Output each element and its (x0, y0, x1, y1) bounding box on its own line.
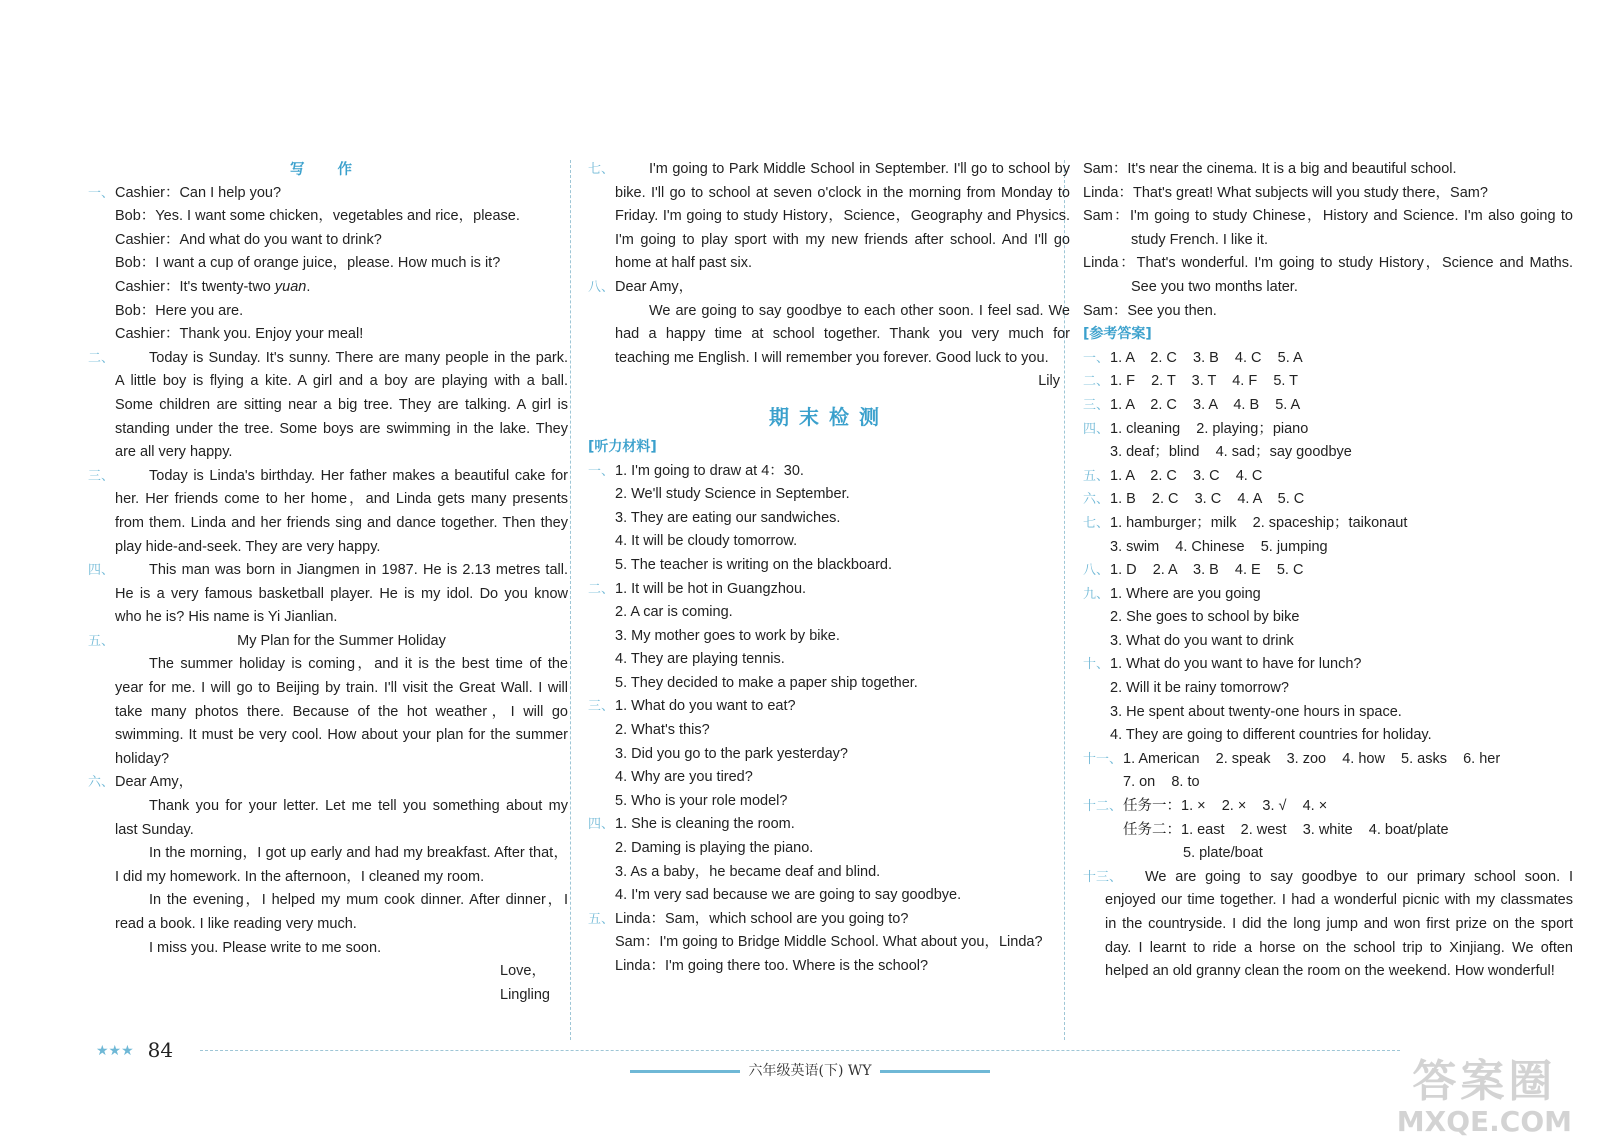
section-marker: 二、 (88, 350, 115, 366)
answer-line: 1. A 2. C 3. A 4. B 5. A (1110, 396, 1301, 413)
list-item: 5. Who is your role model? (615, 792, 788, 809)
answer-8 (1083, 559, 1573, 583)
list-item: 2. What's this? (615, 722, 710, 739)
list-item: 5. They decided to make a paper ship together. (615, 674, 918, 691)
answer-line: 2. She goes to school by bike (1110, 609, 1300, 626)
dialog-line: Cashier：And what do you want to drink? (115, 231, 382, 248)
page-number: 84 (147, 1038, 174, 1062)
dialog-text-end: . (306, 278, 311, 295)
answer-line: 任务二：1. east 2. west 3. white 4. boat/plate (1123, 821, 1449, 838)
answer-line: 3. deaf；blind 4. sad；say goodbye (1110, 444, 1352, 461)
answer-7 (1083, 512, 1573, 559)
list-item: 3. Did you go to the park yesterday? (615, 745, 848, 762)
letter-greeting: Dear Amy， (115, 774, 194, 791)
dialog-line: Linda：That's great! What subjects will you study there，Sam? (1083, 184, 1488, 201)
section-8 (588, 276, 1070, 394)
paragraph: In the evening，I helped my mum cook dinner. After dinner，I read a book. I like reading very much. (115, 892, 568, 932)
answer-line: 1. A 2. C 3. B 4. C 5. A (1110, 349, 1303, 366)
answer-line: 1. Where are you going (1110, 585, 1261, 602)
answer-5 (1083, 465, 1573, 489)
section-marker: 六、 (88, 775, 115, 791)
section-marker: 七、 (588, 162, 615, 177)
section-6 (88, 771, 568, 1007)
answer-line: 1. A 2. C 3. C 4. C (1110, 467, 1263, 484)
list-item: 4. They are playing tennis. (615, 651, 785, 668)
section-marker: 四、 (88, 563, 115, 579)
section-marker: 八、 (588, 279, 615, 295)
answer-line: 7. on 8. to (1123, 774, 1200, 791)
dialog-line: Sam：I'm going to study Chinese，History and Science. I'm also going to study French. I like it. (1083, 208, 1573, 248)
section-5 (88, 630, 568, 772)
answer-line: 2. Will it be rainy tomorrow? (1110, 680, 1289, 697)
answer-2 (1083, 370, 1573, 394)
section-marker: 七、 (1083, 515, 1110, 531)
list-item: 1. I'm going to draw at 4：30. (615, 462, 804, 479)
section-marker: 六、 (1083, 492, 1110, 508)
section-marker: 十一、 (1083, 751, 1123, 767)
dialog-line (115, 276, 568, 300)
footer-divider (200, 1050, 1400, 1051)
section-2 (88, 347, 568, 465)
column-divider-1 (570, 160, 571, 1040)
dialog-line: Linda：That's wonderful. I'm going to study History，Science and Maths. See you two months later. (1083, 255, 1573, 295)
paragraph: We are going to say goodbye to each other soon. I feel sad. We had a happy time at school together. Thank you very much for teaching me English. I will remember you forever. Good luck to you. (615, 302, 1070, 366)
section-1 (88, 182, 568, 347)
book-title: 六年级英语(下) WY (748, 1063, 872, 1079)
dialog-continued (1083, 158, 1573, 323)
section-marker: 二、 (588, 581, 615, 597)
paragraph: The summer holiday is coming，and it is the best time of the year for me. I will go to Beijing by train. I'll visit the Great Wall. I will take many photos there. Because of the hot weather，I will go swimming. It must be very cool. How about your plan for the summer holiday? (115, 656, 568, 767)
watermark-logo (1397, 1057, 1572, 1137)
dialog-line: Bob：I want a cup of orange juice，please. How much is it? (115, 255, 501, 272)
listening-3 (588, 695, 1070, 813)
section-marker: 二、 (1083, 374, 1110, 390)
dialog-line: Sam：See you then. (1083, 302, 1217, 319)
column-left (88, 158, 568, 1007)
section-marker: 三、 (88, 468, 115, 484)
dialog-line: Sam：I'm going to Bridge Middle School. What about you，Linda? (615, 934, 1043, 951)
section-marker: 四、 (588, 817, 615, 833)
listening-label: [听力材料] (588, 438, 657, 455)
column-middle (588, 158, 1070, 979)
list-item: 1. It will be hot in Guangzhou. (615, 580, 807, 597)
watermark-text: 答案圈 (1412, 1056, 1557, 1107)
list-item: 2. A car is coming. (615, 604, 733, 621)
answer-line: 1. What do you want to have for lunch? (1110, 656, 1362, 673)
answer-11 (1083, 748, 1573, 795)
list-item: 2. We'll study Science in September. (615, 486, 850, 503)
writing-title: 写 作 (289, 161, 367, 178)
answer-line: 5. plate/boat (1183, 845, 1263, 862)
footer-book-title (600, 1060, 1020, 1080)
section-marker: 十、 (1083, 657, 1110, 673)
section-marker: 五、 (588, 911, 615, 927)
paragraph: This man was born in Jiangmen in 1987. He is 2.13 metres tall. He is a very famous basketball player. He is my idol. Do you know who he is? His name is Yi Jianlian. (115, 562, 568, 626)
section-marker: 一、 (1083, 350, 1110, 366)
dialog-line: Linda：Sam，which school are you going to? (615, 910, 909, 927)
exam-title: 期末检测 (769, 404, 889, 429)
yuan-word: yuan (274, 278, 307, 295)
listening-2 (588, 578, 1070, 696)
answer-6 (1083, 488, 1573, 512)
section-marker: 一、 (588, 463, 615, 479)
answer-line: 3. He spent about twenty-one hours in space. (1110, 703, 1402, 720)
section-marker: 三、 (1083, 397, 1110, 413)
answer-line: 4. They are going to different countries for holiday. (1110, 727, 1432, 744)
answer-line: 1. F 2. T 3. T 4. F 5. T (1110, 373, 1299, 390)
paragraph: Today is Sunday. It's sunny. There are many people in the park. A little boy is flying a kite. A girl and a boy are playing with a ball. Some children are sitting near a big tree. They are talking. A girl is standing under the tree. Some boys are swimming in the lake. They are all very happy. (115, 349, 568, 461)
watermark-url: MXQE.COM (1396, 1105, 1572, 1138)
paragraph: I miss you. Please write to me soon. (149, 939, 382, 956)
listening-4 (588, 813, 1070, 907)
footer-page-info (96, 1038, 173, 1062)
answer-line: 1. D 2. A 3. B 4. E 5. C (1110, 562, 1304, 579)
listening-5 (588, 908, 1070, 979)
section-marker: 一、 (88, 185, 115, 201)
star-icon: ★★★ (96, 1041, 134, 1058)
list-item: 4. Why are you tired? (615, 769, 753, 786)
section-7 (588, 158, 1070, 276)
list-item: 3. They are eating our sandwiches. (615, 509, 841, 526)
list-item: 1. What do you want to eat? (615, 698, 796, 715)
section-marker: 八、 (1083, 563, 1110, 579)
section-marker: 五、 (88, 633, 115, 649)
dialog-line: Cashier：Thank you. Enjoy your meal! (115, 326, 364, 343)
letter-greeting: Dear Amy， (615, 278, 694, 295)
dialog-line: Cashier：Can I help you? (115, 184, 282, 201)
answer-line: 1. cleaning 2. playing；piano (1110, 420, 1309, 437)
list-item: 4. It will be cloudy tomorrow. (615, 533, 798, 550)
section-marker: 三、 (588, 699, 615, 715)
answer-13 (1083, 866, 1573, 984)
decorative-bar (880, 1070, 990, 1073)
answer-3 (1083, 394, 1573, 418)
answer-12 (1083, 795, 1573, 866)
list-item: 1. She is cleaning the room. (615, 816, 795, 833)
answer-4 (1083, 418, 1573, 465)
list-item: 5. The teacher is writing on the blackboard. (615, 556, 893, 573)
essay-title: My Plan for the Summer Holiday (237, 632, 446, 649)
answer-line: 1. hamburger；milk 2. spaceship；taikonaut (1110, 514, 1408, 531)
dialog-line: Bob：Yes. I want some chicken，vegetables and rice，please. (115, 208, 520, 225)
answer-9 (1083, 583, 1573, 654)
dialog-line: Bob：Here you are. (115, 302, 244, 319)
answers-label: [参考答案] (1083, 326, 1152, 343)
section-4 (88, 559, 568, 630)
answer-line: 3. swim 4. Chinese 5. jumping (1110, 538, 1328, 555)
answer-line: 1. B 2. C 3. C 4. A 5. C (1110, 491, 1305, 508)
letter-signature: Lingling (500, 986, 550, 1003)
list-item: 2. Daming is playing the piano. (615, 840, 814, 857)
answer-line: 3. What do you want to drink (1110, 632, 1294, 649)
paragraph: Thank you for your letter. Let me tell you something about my last Sunday. (115, 798, 568, 838)
paragraph: We are going to say goodbye to our primary school soon. I enjoyed our time together. I had a wonderful picnic with my classmates in the countryside. I did the long jump and won first prize on the sport day. I learnt to ride a horse on the school trip to Xinjiang. We often helped an old granny clean the room on the weekend. How wonderful! (1105, 868, 1573, 980)
dialog-line: Linda：I'm going there too. Where is the school? (615, 958, 929, 974)
answer-1 (1083, 347, 1573, 371)
letter-closing: Love， (500, 963, 546, 980)
answer-10 (1083, 653, 1573, 747)
dialog-line: Sam：It's near the cinema. It is a big and beautiful school. (1083, 161, 1457, 177)
section-marker: 四、 (1083, 421, 1110, 437)
section-marker: 五、 (1083, 468, 1110, 484)
listening-1 (588, 460, 1070, 578)
decorative-bar (630, 1070, 740, 1073)
section-marker: 十三、 (1083, 869, 1123, 885)
answer-line: 1. American 2. speak 3. zoo 4. how 5. asks 6. her (1123, 750, 1501, 767)
section-marker: 十二、 (1083, 799, 1123, 815)
letter-signature: Lily (1038, 373, 1060, 390)
section-marker: 九、 (1083, 586, 1110, 602)
paragraph: I'm going to Park Middle School in September. I'll go to school by bike. I'll go to school at seven o'clock in the morning from Monday to Friday. I'm going to study History，Science，Geography and Physics. I'm going to play sport with my new friends after school. And I'll go home at half past six. (615, 161, 1070, 272)
dialog-text: Cashier：It's twenty-two (115, 278, 275, 295)
column-right (1083, 158, 1573, 984)
paragraph: Today is Linda's birthday. Her father makes a beautiful cake for her. Her friends come to her home，and Linda gets many presents from them. Linda and her friends sing and dance together. Then they play hide-and-seek. They are very happy. (115, 467, 568, 555)
answer-line: 任务一：1. × 2. × 3. √ 4. × (1123, 798, 1328, 815)
list-item: 4. I'm very sad because we are going to say goodbye. (615, 887, 962, 904)
paragraph: In the morning，I got up early and had my breakfast. After that，I did my homework. In the afternoon，I cleaned my room. (115, 845, 568, 885)
list-item: 3. As a baby，he became deaf and blind. (615, 863, 881, 880)
list-item: 3. My mother goes to work by bike. (615, 627, 840, 644)
section-3 (88, 465, 568, 559)
